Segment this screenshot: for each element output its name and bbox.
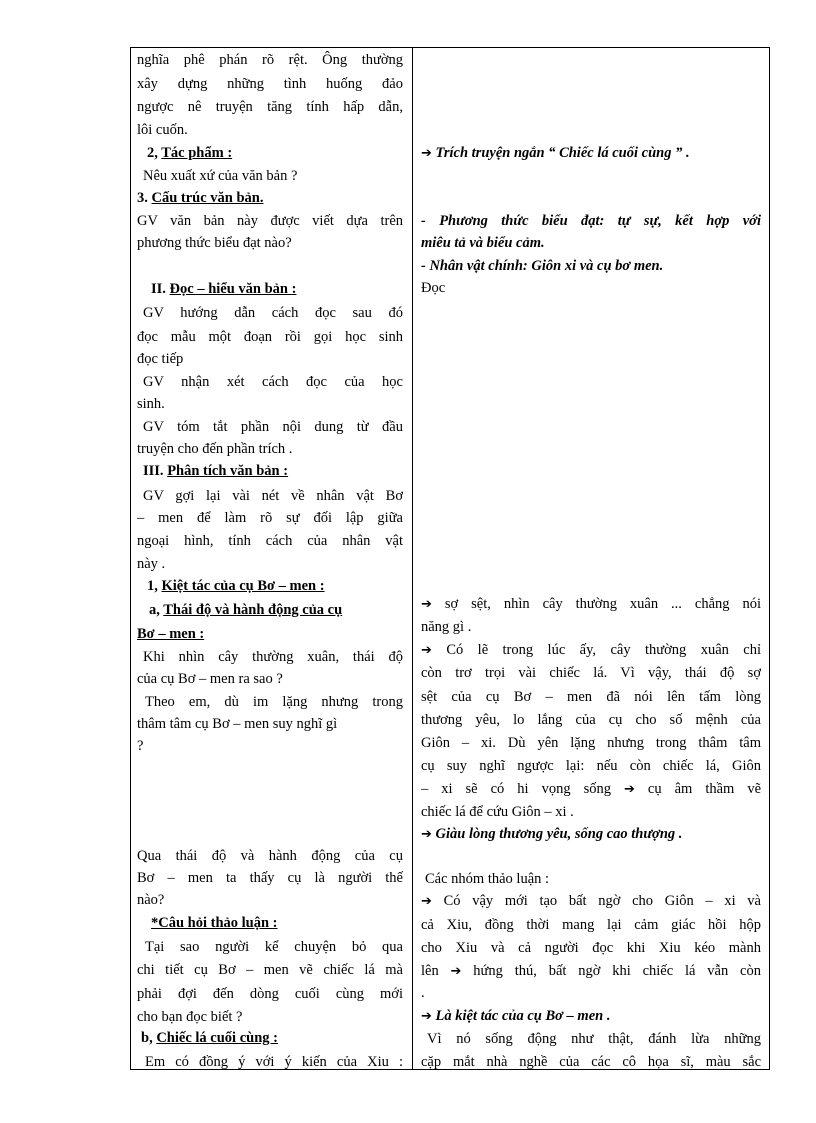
question-attitude-line: thâm tâm cụ Bơ – men suy nghĩ gì	[137, 716, 338, 732]
answer-4-line: cho Xiu và cả người đọc khi Xiu kéo mành	[421, 940, 761, 956]
mode-answer-line: miêu tả và biểu cảm.	[421, 235, 545, 251]
answer-2-line: – xi sẽ có hi vọng sống ➔ cụ âm thầm vẽ	[421, 781, 761, 797]
answer-5: ➔ Là kiệt tác của cụ Bơ – men .	[421, 1008, 611, 1024]
section-III-heading: III. Phân tích văn bản :	[143, 463, 289, 479]
arrow-icon: ➔	[624, 782, 635, 797]
question-attitude-line: ?	[137, 738, 144, 754]
answer-2-line: cụ suy nghĩ ngược lại: nếu còn chiếc lá, Giôn	[421, 758, 761, 774]
answer-1-line: năng gì .	[421, 619, 472, 635]
question-attitude-line: Khi nhìn cây thường xuân, thái độ	[143, 649, 403, 665]
teacher-activity-column	[131, 48, 411, 1069]
answer-2-line: ➔ Có lẽ trong lúc ấy, cây thường xuân chỉ	[421, 642, 761, 658]
question-person-line: nào?	[137, 892, 165, 908]
intro-line: xây dựng những tình huống đảo	[137, 76, 403, 92]
discussion-line: Tại sao người kể chuyện bỏ qua	[145, 939, 403, 955]
student-activity-column	[413, 48, 771, 1069]
arrow-icon: ➔	[421, 146, 432, 161]
characters-answer: - Nhân vật chính: Giôn xi và cụ bơ men.	[421, 258, 664, 274]
arrow-icon: ➔	[450, 964, 462, 979]
answer-4-line: .	[421, 985, 425, 1001]
mode-answer-line: - Phương thức biểu đạt: tự sự, kết hợp với	[421, 213, 761, 229]
subsection-a-heading: a, Thái độ và hành động của cụ	[149, 602, 343, 618]
answer-2-line: thương yêu, lo lắng của cụ cho số mệnh của	[421, 712, 761, 728]
answer-2-line: Giôn – xi. Dù yên lặng nhưng trong thâm tâm	[421, 735, 761, 751]
reading-line: truyện cho đến phần trích .	[137, 441, 293, 457]
answer-4-line: ➔ Có vậy mới tạo bất ngờ cho Giôn – xi và	[421, 893, 761, 909]
discussion-line: cho bạn đọc biết ?	[137, 1009, 243, 1025]
analysis-line: GV gợi lại vài nét về nhân vật Bơ	[143, 488, 403, 504]
section-II-heading: II. Đọc – hiểu văn bản :	[151, 281, 297, 297]
intro-line: nghĩa phê phán rõ rệt. Ông thường	[137, 52, 403, 68]
reading-line: GV hướng dẫn cách đọc sau đó	[143, 305, 403, 321]
question-agree: Em có đồng ý với ý kiến của Xiu :	[145, 1054, 403, 1070]
arrow-icon: ➔	[421, 1009, 432, 1024]
reading-line: đọc mẫu một đoạn rồi gọi học sinh	[137, 329, 403, 345]
answer-4-line: cả Xiu, đồng thời mang lại cảm giác hồi hộp	[421, 917, 761, 933]
intro-line: ngược nê truyện tăng tính hấp dẫn,	[137, 99, 403, 115]
analysis-line: – men để làm rõ sự đối lập giữa	[137, 510, 403, 526]
groups-discussion: Các nhóm thảo luận :	[425, 871, 550, 887]
question-mode-line: phương thức biểu đạt nào?	[137, 235, 292, 251]
arrow-icon: ➔	[421, 597, 432, 612]
analysis-line: này .	[137, 556, 166, 572]
answer-4-line: lên ➔ hứng thú, bất ngờ khi chiếc lá vẫn còn	[421, 963, 761, 979]
reading-line: GV tóm tắt phần nội dung từ đầu	[143, 419, 403, 435]
lesson-table	[130, 47, 770, 1070]
answer-2-line: chiếc lá để cứu Giôn – xi .	[421, 804, 574, 820]
arrow-icon: ➔	[421, 643, 432, 658]
discussion-heading: *Câu hỏi thảo luận :	[151, 915, 278, 931]
discussion-line: phải đợi đến dòng cuối cùng mới	[137, 986, 403, 1002]
discussion-line: chi tiết cụ Bơ – men vẽ chiếc lá mà	[137, 962, 403, 978]
answer-6-line: cặp mắt nhà nghề của các cô họa sĩ, màu sắc	[421, 1054, 761, 1070]
arrow-icon: ➔	[421, 827, 432, 842]
reading-line: GV nhận xét cách đọc của học	[143, 374, 403, 390]
question-attitude-line: Theo em, dù im lặng nhưng trong	[145, 694, 403, 710]
subsection-1-heading: 1, Kiệt tác của cụ Bơ – men :	[147, 578, 325, 594]
question-person-line: Bơ – men ta thấy cụ là người thế	[137, 870, 403, 886]
answer-3: ➔ Giàu lòng thương yêu, sống cao thượng .	[421, 826, 683, 842]
section-2-heading: 2, Tác phẩm :	[147, 145, 233, 161]
question-mode-line: GV văn bản này được viết dựa trên	[137, 213, 403, 229]
reading-line: sinh.	[137, 396, 165, 412]
question-person-line: Qua thái độ và hành động của cụ	[137, 848, 403, 864]
answer-2-line: còn trơ trọi vài chiếc lá. Vì vậy, thái độ sợ	[421, 665, 761, 681]
section-3-heading: 3. Cấu trúc văn bản.	[137, 190, 264, 206]
read-answer: Đọc	[421, 280, 446, 296]
work-answer: ➔ Trích truyện ngắn “ Chiếc lá cuối cùng ” .	[421, 145, 690, 161]
answer-1-line: ➔ sợ sệt, nhìn cây thường xuân ... chẳng nói	[421, 596, 761, 612]
analysis-line: ngoại hình, tính cách của nhân vật	[137, 533, 403, 549]
arrow-icon: ➔	[421, 894, 432, 909]
subsection-a-heading-cont: Bơ – men :	[137, 626, 205, 642]
subsection-b-heading: b, Chiếc lá cuối cùng :	[141, 1030, 278, 1046]
intro-line: lôi cuốn.	[137, 122, 188, 138]
answer-2-line: sệt của cụ Bơ – men đã nói lên tấm lòng	[421, 689, 761, 705]
question-attitude-line: của cụ Bơ – men ra sao ?	[137, 671, 283, 687]
answer-6-line: Vì nó sống động như thật, đánh lừa những	[427, 1031, 761, 1047]
reading-line: đọc tiếp	[137, 351, 184, 367]
question-origin: Nêu xuất xứ của văn bản ?	[143, 168, 298, 184]
